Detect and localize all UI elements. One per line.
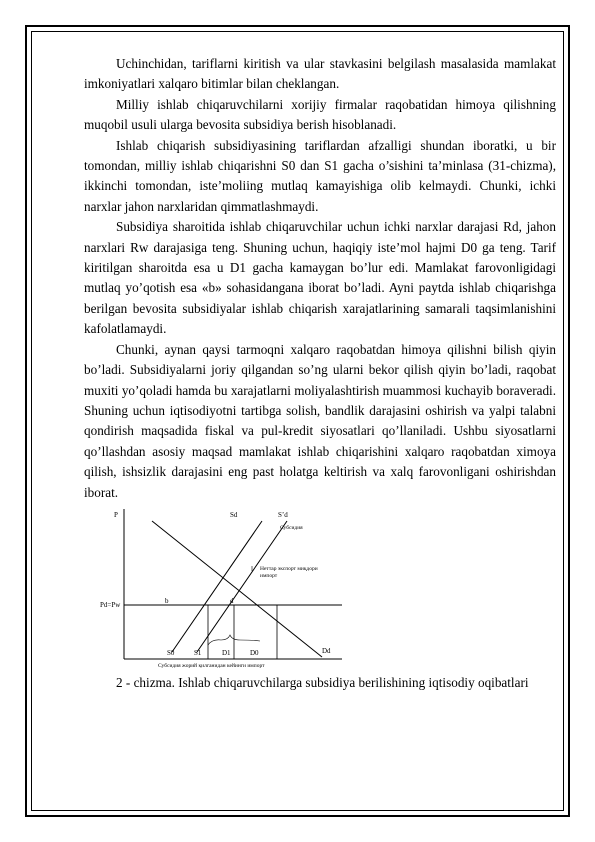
figure-caption: 2 - chizma. Ishlab chiqaruvchilarga subsidiya berilishining iqtisodiy oqibatlari xyxy=(116,674,529,690)
subsidy-label: Субсидия xyxy=(280,524,303,531)
annotation-text: Неттар экспорт миқдори xyxy=(260,565,318,572)
area-d-label: d xyxy=(230,596,234,605)
price-label: Pd=Pw xyxy=(100,600,121,609)
supply-curve xyxy=(172,521,262,652)
tick-s1: S1 xyxy=(194,648,202,657)
supply-label: Sd xyxy=(230,510,238,519)
paragraph-1: Uchinchidan, tariflarni kiritish va ular stavkasini belgilash masalasida mamlakat imkoniyatlari xalqaro bitimlar bilan cheklangan. xyxy=(84,56,556,92)
document-body xyxy=(84,54,556,693)
area-b-label: b xyxy=(165,596,169,605)
annotation-text-2: импорт xyxy=(260,572,278,579)
tick-s0: S0 xyxy=(167,648,175,657)
paragraph-4: Subsidiya sharoitida ishlab chiqaruvchilar uchun ichki narxlar darajasi Rd, jahon narxlari Rw darajasiga teng. Shuning uchun, haqiqiy iste’mol hajmi D0 ga teng. Tarif kiritilgan sharoitda esa u D1 gacha kamaygan bo’lur edi. Mamlakat farovonligidagi mutlaq yo’qotish esa «b» sohasidangana iborat bo’ladi. Ayni paytda ishlab chiqarishga berilgan bevosita subsidiyalar ishlab chiqarish xarajatlarining samarali taqsimlanishini kafolatlamaydi. xyxy=(84,219,556,337)
supply-shift-curve xyxy=(197,521,287,652)
paragraph-3: Ishlab chiqarish subsidiyasining tariflardan afzalligi shundan iboratki, u bir tomondan, milliy ishlab chiqarishni S0 dan S1 gacha o’sishini ta’minlasa (31-chizma), ikkinchi tomondan, iste’moliing mutlaq kamayishiga olib kelmaydi. Chunki, ichki narxlar jahon narxlaridan qimmatlashmaydi. xyxy=(84,137,556,214)
supply-shift-label: S’d xyxy=(278,510,288,519)
demand-curve xyxy=(152,521,322,657)
paragraph-2: Milliy ishlab chiqaruvchilarni xorijiy firmalar raqobatidan himoya qilishning muqobil usuli ularga bevosita subsidiya berish hisoblanadi. xyxy=(84,96,556,133)
subsidy-diagram-svg xyxy=(100,507,412,669)
bottom-note: Субсидия жорий қилганидан кейинги импорт xyxy=(158,662,265,669)
tick-d1: D1 xyxy=(222,648,231,657)
demand-label: Dd xyxy=(322,646,331,655)
tick-d0: D0 xyxy=(250,648,259,657)
paragraph-5: Chunki, aynan qaysi tarmoqni xalqaro raqobatdan himoya qilishni bilish qiyin bo’ladi. Subsidiyalarni joriy qilgandan so’ng ularni bekor qilish qiyin bo’ladi, raqobat muxiti yo’qoladi hamda bu xarajatlarni moliyalashtirish muammosi kuchayib boraveradi. Shuning uchun iqtisodiyotni tartibga solish, bandlik darajasini oshirish va yalpi talabni qondirish maqsadida fiskal va pul-kredit siyosatlari qo’llaniladi. Ushbu siyosatlarni qo’llashdan asosiy maqsad mamlakat ishlab chiqarishini xalqaro raqobatdan ximoya qilish, ishsizlik darajasini eng past holatga keltirish va xalq farovonligani oshirishdan iborat. xyxy=(84,341,556,500)
subsidy-diagram xyxy=(84,507,556,669)
y-axis-label: P xyxy=(114,510,118,519)
